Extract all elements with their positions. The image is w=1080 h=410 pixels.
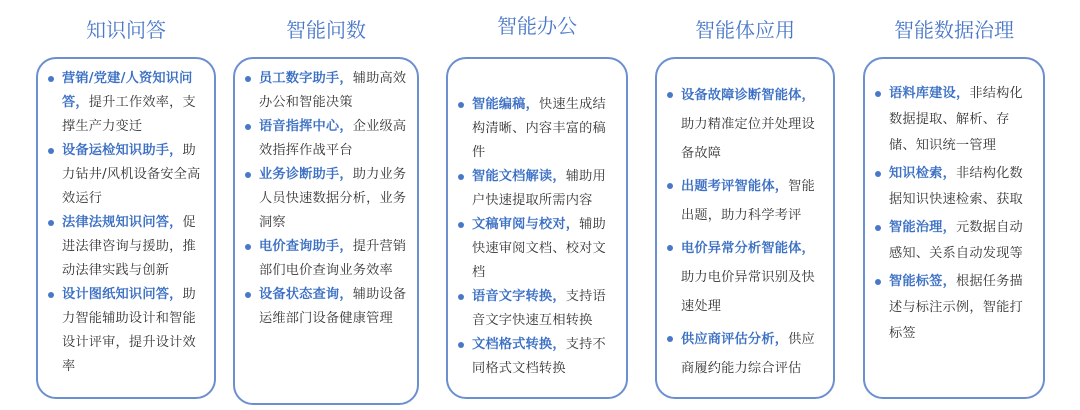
item-title: 出题考评智能体 bbox=[681, 179, 775, 194]
bullet-dot-icon bbox=[48, 220, 54, 226]
bullet-dot-icon bbox=[245, 172, 251, 178]
item-title: 业务诊断助手 bbox=[259, 167, 340, 182]
list-item bbox=[46, 67, 204, 139]
list-item bbox=[243, 283, 407, 331]
column-card bbox=[655, 57, 835, 399]
bullet-dot-icon bbox=[667, 336, 673, 342]
item-separator: ， bbox=[339, 239, 353, 254]
bullet-dot-icon bbox=[875, 171, 881, 177]
item-title: 语音文字转换 bbox=[472, 289, 553, 304]
item-description: 辅助设备运维部门设备健康管理 bbox=[259, 287, 407, 326]
item-title: 文稿审阅与校对 bbox=[472, 217, 566, 232]
column-title: 智能问数 bbox=[286, 18, 366, 42]
item-title: 设备故障诊断智能体 bbox=[681, 88, 802, 103]
list-item bbox=[873, 269, 1033, 347]
bullet-dot-icon bbox=[245, 244, 251, 250]
column-card bbox=[233, 57, 419, 405]
column-card bbox=[36, 57, 216, 399]
bullet-dot-icon bbox=[458, 222, 464, 228]
item-title: 智能标签 bbox=[889, 274, 943, 289]
item-title: 设计图纸知识问答 bbox=[62, 287, 170, 302]
item-title: 智能文档解读 bbox=[472, 169, 553, 184]
item-title: 设备状态查询 bbox=[259, 287, 340, 302]
item-description: 快速生成结构清晰、内容丰富的稿件 bbox=[472, 97, 606, 160]
bullet-dot-icon bbox=[875, 225, 881, 231]
item-separator: ， bbox=[75, 95, 89, 110]
item-description: 企业级高效指挥作战平台 bbox=[259, 119, 407, 158]
item-description: 支持语音文字快速互相转换 bbox=[472, 289, 606, 328]
list-item bbox=[873, 215, 1033, 267]
item-separator: ， bbox=[942, 166, 956, 181]
item-separator: ， bbox=[552, 337, 566, 352]
list-item bbox=[456, 285, 616, 333]
item-description: 根据任务描述与标注示例，智能打标签 bbox=[889, 274, 1023, 341]
item-title: 知识检索 bbox=[889, 166, 943, 181]
item-description: 助力电价异常识别及快速处理 bbox=[681, 270, 815, 314]
list-item bbox=[665, 172, 823, 230]
item-description: 提升工作效率，支撑生产力变迁 bbox=[62, 95, 196, 134]
column-title: 智能数据治理 bbox=[894, 18, 1014, 42]
list-item bbox=[243, 67, 407, 115]
item-separator: ， bbox=[565, 217, 580, 232]
column-title: 知识问答 bbox=[86, 18, 166, 42]
list-item bbox=[456, 333, 616, 381]
item-separator: ， bbox=[942, 274, 956, 289]
column-card bbox=[863, 57, 1045, 399]
item-description: 提升营销部们电价查询业务效率 bbox=[259, 239, 407, 278]
item-description: 元数据自动感知、关系自动发现等 bbox=[889, 220, 1023, 261]
list-item bbox=[873, 81, 1033, 159]
item-separator: ， bbox=[774, 179, 789, 194]
item-title: 电价查询助手 bbox=[259, 239, 340, 254]
bullet-dot-icon bbox=[48, 76, 54, 82]
bullet-dot-icon bbox=[875, 279, 881, 285]
item-separator: ， bbox=[774, 332, 789, 347]
item-description: 辅助高效办公和智能决策 bbox=[259, 71, 407, 110]
list-item bbox=[665, 234, 823, 321]
item-description: 支持不同格式文档转换 bbox=[472, 337, 606, 376]
item-title: 语料库建设 bbox=[889, 86, 956, 101]
item-description: 助力精准定位并处理设备故障 bbox=[681, 117, 815, 161]
item-title: 语音指挥中心 bbox=[259, 119, 340, 134]
list-item bbox=[456, 93, 616, 165]
bullet-dot-icon bbox=[48, 148, 54, 154]
item-title: 设备运检知识助手 bbox=[62, 143, 170, 158]
bullet-dot-icon bbox=[48, 292, 54, 298]
item-description: 非结构化数据提取、解析、存储、知识统一管理 bbox=[889, 86, 1023, 153]
list-item bbox=[46, 283, 204, 379]
list-item bbox=[46, 139, 204, 211]
item-description: 辅助快速审阅文档、校对文档 bbox=[472, 217, 606, 280]
item-separator: ， bbox=[169, 287, 183, 302]
list-item bbox=[456, 213, 616, 285]
item-description: 非结构化数据知识快速检索、获取 bbox=[889, 166, 1023, 207]
list-item bbox=[456, 165, 616, 213]
bullet-dot-icon bbox=[458, 174, 464, 180]
item-description: 辅助用户快速提取所需内容 bbox=[472, 169, 606, 208]
item-separator: ， bbox=[339, 71, 353, 86]
column-title: 智能办公 bbox=[497, 14, 577, 38]
list-item bbox=[665, 325, 823, 383]
bullet-dot-icon bbox=[875, 91, 881, 97]
item-title: 员工数字助手 bbox=[259, 71, 340, 86]
item-separator: ， bbox=[552, 289, 566, 304]
column-title: 智能体应用 bbox=[695, 18, 795, 42]
item-title: 智能编稿 bbox=[472, 97, 526, 112]
item-description: 智能出题，助力科学考评 bbox=[681, 179, 815, 223]
list-item bbox=[873, 161, 1033, 213]
item-separator: ， bbox=[942, 220, 956, 235]
bullet-dot-icon bbox=[667, 183, 673, 189]
bullet-dot-icon bbox=[458, 294, 464, 300]
list-item bbox=[243, 115, 407, 163]
item-separator: ， bbox=[169, 143, 183, 158]
item-title: 智能治理 bbox=[889, 220, 943, 235]
item-description: 助力智能辅助设计和智能设计评审，提升设计效率 bbox=[62, 287, 196, 374]
item-title: 文档格式转换 bbox=[472, 337, 553, 352]
bullet-dot-icon bbox=[458, 342, 464, 348]
item-separator: ， bbox=[525, 97, 539, 112]
column-card bbox=[446, 57, 628, 399]
item-description: 助力业务人员快速数据分析，业务洞察 bbox=[259, 167, 407, 230]
bullet-dot-icon bbox=[245, 292, 251, 298]
item-separator: ， bbox=[955, 86, 970, 101]
bullet-dot-icon bbox=[458, 102, 464, 108]
item-separator: ， bbox=[801, 88, 815, 103]
item-title: 法律法规知识问答 bbox=[62, 215, 170, 230]
item-title: 营销/党建/人资知识问答 bbox=[62, 71, 193, 110]
item-description: 供应商履约能力综合评估 bbox=[681, 332, 815, 376]
bullet-dot-icon bbox=[667, 245, 673, 251]
bullet-dot-icon bbox=[245, 124, 251, 130]
item-separator: ， bbox=[339, 119, 353, 134]
item-separator: ， bbox=[169, 215, 183, 230]
item-title: 供应商评估分析 bbox=[681, 332, 775, 347]
item-description: 助力钻井/风机设备安全高效运行 bbox=[62, 143, 201, 206]
item-separator: ， bbox=[339, 167, 353, 182]
list-item bbox=[243, 235, 407, 283]
bullet-dot-icon bbox=[667, 92, 673, 98]
bullet-dot-icon bbox=[245, 76, 251, 82]
list-item bbox=[46, 211, 204, 283]
item-title: 电价异常分析智能体 bbox=[681, 241, 802, 256]
list-item bbox=[243, 163, 407, 235]
item-description: 促进法律咨询与援助，推动法律实践与创新 bbox=[62, 215, 196, 278]
item-separator: ， bbox=[552, 169, 566, 184]
item-separator: ， bbox=[339, 287, 353, 302]
list-item bbox=[665, 81, 823, 168]
item-separator: ， bbox=[801, 241, 815, 256]
